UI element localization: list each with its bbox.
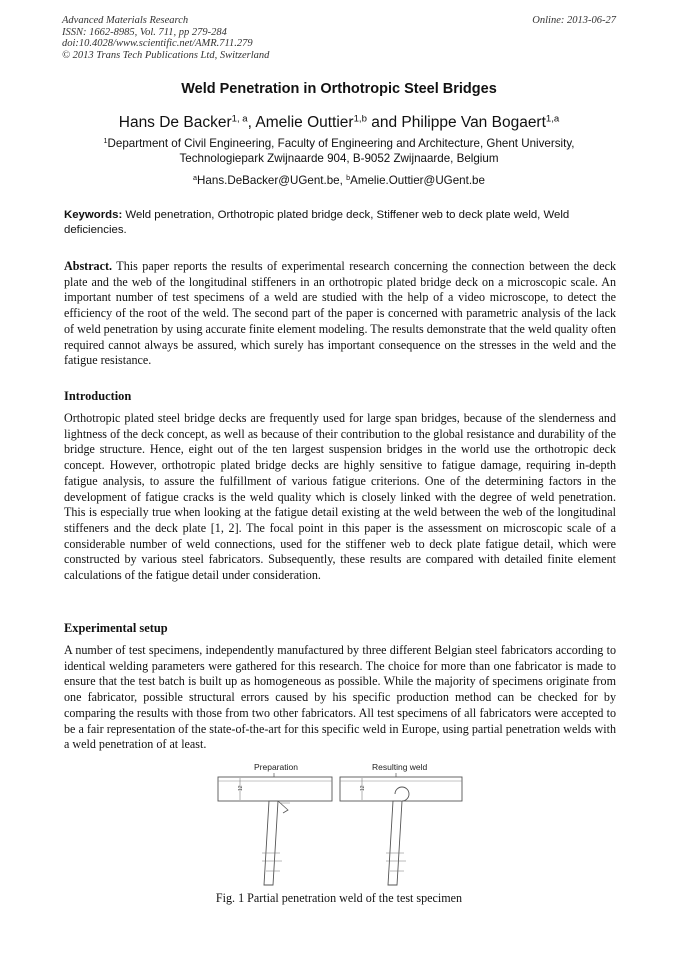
affiliation (60, 137, 618, 166)
resulting-weld-panel (340, 762, 462, 885)
figure-caption: Fig. 1 Partial penetration weld of the test specimen (215, 891, 463, 905)
online-date: Online: 2013-06-27 (532, 15, 616, 26)
resulting-weld-label: Resulting weld (372, 762, 428, 772)
experimental-setup-text: A number of test specimens, independently manufactured by three different Belgian steel fabricators according to identical welding parameters were gathered for this research. The choice for more than one fabricator is made to ensure that the test batch is built up as homogeneous as possible. While the majority of specimens originate from one fabricator, possible structural errors caused by his specific production method can be checked for by comparing the results with those from two other fabricators. All test specimens of all fabricators were accepted to be a fair representation of the state-of-the-art for this specific weld in Europe, using partial penetration welds with a weld penetration of at least. (64, 643, 616, 752)
abstract-text: This paper reports the results of experimental research concerning the connection between the deck plate and the web of the longitudinal stiffeners in an orthotropic plated bridge deck on a microscopic scale. An important number of test specimens of a weld are studied with the help of a video microscope, to detect the efficiency of the root of the weld. The second part of the paper is concerned with parametric analysis of the lack of weld penetration by using accurate finite element modeling. The results demonstrate that the weld quality often required cannot always be assured, which surely has important consequence on the stresses in the weld and the fatigue resistance. (64, 259, 616, 368)
introduction-text: Orthotropic plated steel bridge decks are frequently used for large span bridges, because of the slenderness and lightness of the deck concept, as well as because of their contribution to the global resistance and durability of the bridge structure. Hence, eight out of the ten largest suspension bridges in the world use the orthotropic deck concept. However, orthotropic plated bridge decks are highly sensitive to fatigue damage, requiring in-depth fatigue analysis, to assure the fulfillment of various fatigue criterions. One of the determining factors in the development of fatigue cracks is the weld quality which is closely linked with the degree of weld penetration. This is especially true when looking at the fatigue detail existing at the weld between the web of the longitudinal stiffeners and the deck plate [1, 2]. The focal point in this paper is the assessment on microscopic scale of a considerable number of weld connections, used for the stiffener web to deck plate fatigue detail, which were constructed by various steel fabricators. Subsequently, these results are compared with detailed finite element calculations of the fatigue detail under consideration. (64, 411, 616, 583)
journal-doi: doi:10.4028/www.scientific.net/AMR.711.279 (62, 38, 253, 50)
author-separator: , (247, 114, 256, 131)
author-list (0, 114, 678, 132)
preparation-panel (218, 762, 332, 885)
stiffener-web (388, 801, 402, 885)
journal-name: Advanced Materials Research (62, 15, 189, 26)
affiliation-line: Technologiepark Zwijnaarde 904, B-9052 Zwijnaarde, Belgium (179, 151, 499, 165)
author-affil-sup: 1, a (231, 113, 248, 125)
journal-header (62, 15, 616, 61)
author-affil-sup: 1,a (545, 113, 560, 125)
journal-issn: ISSN: 1662-8985, Vol. 711, pp 279-284 (62, 26, 227, 38)
email-link[interactable]: Amelie.Outtier@UGent.be (350, 174, 485, 187)
plate-thickness-label: 12 (238, 785, 244, 791)
keywords-label: Keywords: (64, 209, 123, 221)
email-link[interactable]: Hans.DeBacker@UGent.be (197, 174, 340, 187)
author-name: Amelie Outtier (255, 114, 354, 131)
deck-plate (218, 777, 332, 801)
email-sup: b (346, 173, 351, 183)
stiffener-web (264, 801, 278, 885)
abstract-label: Abstract. (64, 259, 113, 273)
abstract (64, 259, 616, 369)
journal-copyright: © 2013 Trans Tech Publications Ltd, Switzerland (62, 49, 270, 61)
author-affil-sup: 1,b (353, 113, 367, 125)
section-heading-experimental-setup: Experimental setup (64, 621, 168, 635)
email-sup: a (193, 173, 198, 183)
email-separator: , (339, 174, 347, 187)
paper-title: Weld Penetration in Orthotropic Steel Bridges (181, 81, 497, 97)
section-heading-introduction: Introduction (64, 389, 132, 403)
preparation-label: Preparation (254, 762, 298, 772)
author-separator: and (366, 114, 402, 131)
author-emails (0, 174, 678, 187)
author-name: Philippe Van Bogaert (401, 114, 546, 131)
affiliation-line: Department of Civil Engineering, Faculty of Engineering and Architecture, Ghent University, (107, 137, 575, 150)
keywords (64, 208, 616, 238)
affiliation-sup: 1 (103, 136, 108, 146)
plate-thickness-label: 12 (360, 785, 366, 791)
weld-figure (216, 757, 464, 887)
author-name: Hans De Backer (118, 114, 232, 131)
keywords-text: Weld penetration, Orthotropic plated bridge deck, Stiffener web to deck plate weld, Weld deficiencies. (64, 209, 570, 236)
